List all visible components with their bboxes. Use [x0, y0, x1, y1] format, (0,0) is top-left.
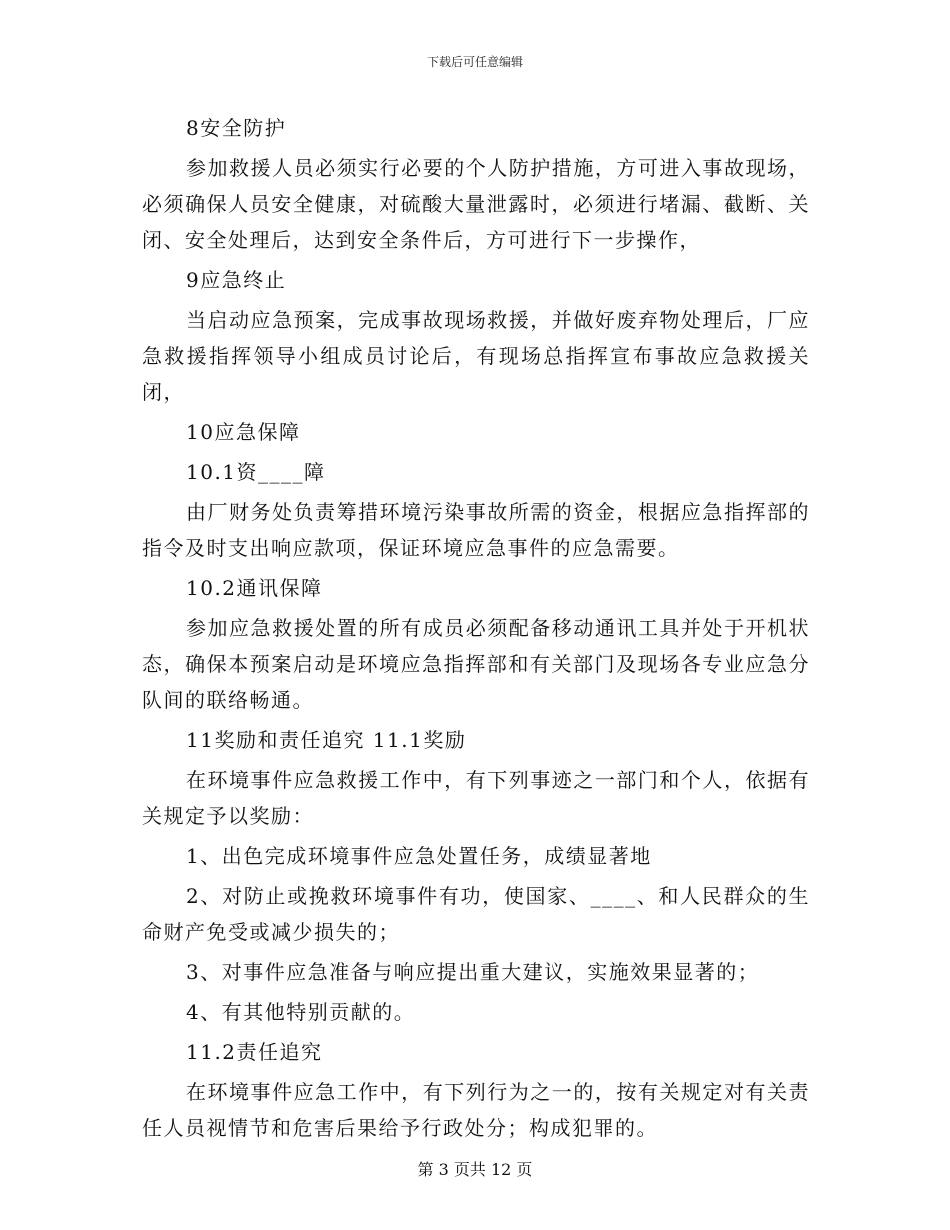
subsection-heading-11-2: 11.2责任追究 [186, 1040, 323, 1064]
document-body [142, 110, 810, 1146]
section-heading-10: 10应急保障 [186, 420, 301, 444]
paragraph-safety-protection: 参加救援人员必须实行必要的个人防护措施，方可进入事故现场，必须确保人员安全健康，对硫酸大量泄露时，必须进行堵漏、截断、关闭、安全处理后，达到安全条件后，方可进行下一步操作， [142, 156, 810, 252]
list-item-reward-1: 1、出色完成环境事件应急处置任务，成绩显著地 [186, 844, 652, 868]
subsection-heading-10-1: 10.1资____障 [186, 460, 326, 484]
page-number-footer: 第 3 页共 12 页 [417, 1160, 533, 1179]
section-heading-9: 9应急终止 [186, 268, 287, 292]
list-item-reward-4: 4、有其他特别贡献的。 [186, 1000, 416, 1024]
page-header-note: 下载后可任意编辑 [426, 55, 523, 69]
subsection-heading-10-2: 10.2通讯保障 [186, 576, 323, 600]
paragraph-accountability: 在环境事件应急工作中，有下列行为之一的，按有关规定对有关责任人员视情节和危害后果给予行政处分；构成犯罪的。 [142, 1080, 810, 1140]
paragraph-communication-guarantee: 参加应急救援处置的所有成员必须配备移动通讯工具并处于开机状态，确保本预案启动是环境应急指挥部和有关部门及现场各专业应急分队间的联络畅通。 [142, 616, 810, 712]
section-heading-8: 8安全防护 [186, 116, 287, 140]
paragraph-funding-guarantee: 由厂财务处负责筹措环境污染事故所需的资金，根据应急指挥部的指令及时支出响应款项，保证环境应急事件的应急需要。 [142, 500, 810, 560]
list-item-reward-2: 2、对防止或挽救环境事件有功，使国家、____、和人民群众的生命财产免受或减少损失的； [142, 884, 810, 944]
paragraph-reward-intro: 在环境事件应急救援工作中，有下列事迹之一部门和个人，依据有关规定予以奖励： [142, 768, 810, 828]
paragraph-emergency-termination: 当启动应急预案，完成事故现场救援，并做好废弃物处理后，厂应急救援指挥领导小组成员讨论后，有现场总指挥宣布事故应急救援关闭， [142, 308, 810, 404]
section-heading-11: 11奖励和责任追究 11.1奖励 [186, 728, 467, 752]
list-item-reward-3: 3、对事件应急准备与响应提出重大建议，实施效果显著的； [186, 960, 760, 984]
